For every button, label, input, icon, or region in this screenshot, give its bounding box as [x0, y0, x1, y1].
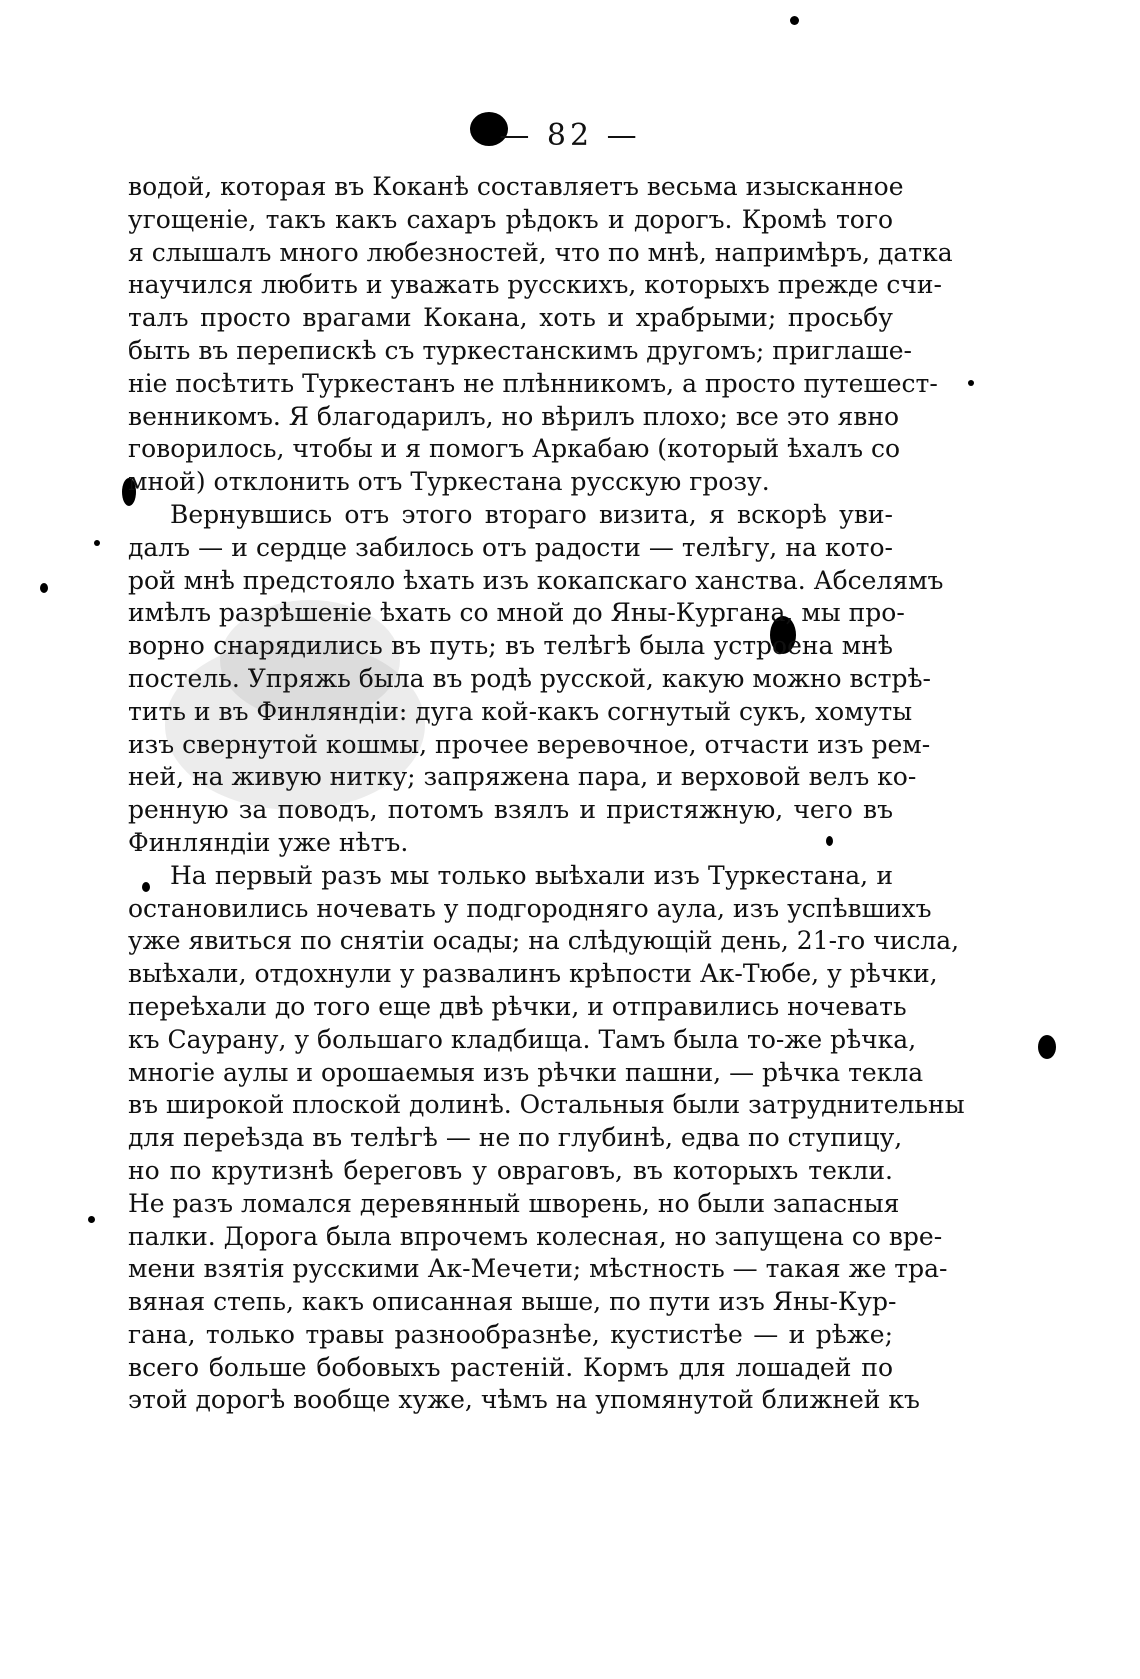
- ink-blot: [790, 16, 799, 25]
- ink-blot: [40, 583, 48, 593]
- text-line: уже явиться по снятіи осады; на слѣдующій день, 21-го числа,: [128, 926, 960, 956]
- text-line: выѣхали, отдохнули у развалинъ крѣпости Ак-Тюбе, у рѣчки,: [128, 959, 938, 989]
- text-line: ней, на живую нитку; запряжена пара, и верховой велъ ко-: [128, 762, 917, 792]
- text-line: тить и въ Финляндіи: дуга кой-какъ согнутый сукъ, хомуты: [128, 696, 913, 726]
- text-line: ворно снарядились въ путь; въ телѣгѣ была устроена мнѣ: [128, 631, 893, 661]
- text-line: говорилось, чтобы и я помогъ Аркабаю (который ѣхалъ со: [128, 434, 900, 464]
- text-line: вяная степь, какъ описанная выше, по пути изъ Яны-Кур-: [128, 1287, 897, 1317]
- text-line: рой мнѣ предстояло ѣхать изъ кокапскаго ханства. Абселямъ: [128, 565, 944, 595]
- text-line: я слышалъ много любезностей, что по мнѣ, напримѣръ, датка: [128, 237, 953, 267]
- text-line: Не разъ ломался деревянный шворень, но были запасныя: [128, 1188, 900, 1218]
- text-line: этой дорогѣ вообще хуже, чѣмъ на упомянутой ближней къ: [128, 1385, 920, 1415]
- text-line: научился любить и уважать русскихъ, которыхъ прежде счи-: [128, 270, 942, 300]
- ink-blot: [94, 540, 100, 546]
- text-line: для переѣзда въ телѣгѣ — не по глубинѣ, едва по ступицу,: [128, 1123, 903, 1153]
- text-line: остановились ночевать у подгородняго аула, изъ успѣвшихъ: [128, 893, 932, 923]
- text-line: постель. Упряжь была въ родѣ русской, какую можно встрѣ-: [128, 663, 931, 693]
- text-line: палки. Дорога была впрочемъ колесная, но запущена со вре-: [128, 1221, 943, 1251]
- text-line: въ широкой плоской долинѣ. Остальныя были затруднительны: [128, 1090, 965, 1120]
- text-line: ніе посѣтить Туркестанъ не плѣнникомъ, а просто путешест-: [128, 368, 938, 398]
- text-line: къ Саурану, у большаго кладбища. Тамъ была то-же рѣчка,: [128, 1024, 917, 1054]
- text-line: мени взятія русскими Ак-Мечети; мѣстность — такая же тра-: [128, 1254, 948, 1284]
- text-line: всего больше бобовыхъ растеній. Кормъ для лошадей по: [128, 1352, 893, 1382]
- text-line: венникомъ. Я благодарилъ, но вѣрилъ плохо; все это явно: [128, 401, 900, 431]
- paragraph: [128, 860, 965, 1418]
- text-line: Финляндіи уже нѣтъ.: [128, 827, 409, 857]
- ink-blot: [1038, 1035, 1056, 1059]
- text-line: На первый разъ мы только выѣхали изъ Туркестана, и: [170, 860, 893, 890]
- text-line: ренную за поводъ, потомъ взялъ и пристяжную, чего въ: [128, 795, 893, 825]
- text-line: далъ — и сердце забилось отъ радости — телѣгу, на кото-: [128, 532, 893, 562]
- ink-blot: [88, 1216, 95, 1223]
- page-number: — 82 —: [499, 118, 641, 153]
- paragraph: [128, 171, 953, 499]
- text-line: многіе аулы и орошаемыя изъ рѣчки пашни, — рѣчка текла: [128, 1057, 924, 1087]
- text-line: Вернувшись отъ этого втораго визита, я вскорѣ уви-: [170, 499, 893, 529]
- text-line: гана, только травы разнообразнѣе, кустистѣе — и рѣже;: [128, 1319, 893, 1349]
- text-line: имѣлъ разрѣшеніе ѣхать со мной до Яны-Кургана, мы про-: [128, 598, 905, 628]
- text-line: изъ свернутой кошмы, прочее веревочное, отчасти изъ рем-: [128, 729, 931, 759]
- text-line: мной) отклонить отъ Туркестана русскую грозу.: [128, 467, 770, 497]
- paragraph: [128, 499, 944, 860]
- text-line: угощеніе, такъ какъ сахаръ рѣдокъ и дорогъ. Кромѣ того: [128, 204, 893, 234]
- text-line: водой, которая въ Коканѣ составляетъ весьма изысканное: [128, 172, 904, 201]
- text-line: талъ просто врагами Кокана, хоть и храбрыми; просьбу: [128, 303, 893, 333]
- ink-blot: [968, 380, 974, 386]
- text-line: но по крутизнѣ береговъ у овраговъ, въ которыхъ текли.: [128, 1155, 893, 1185]
- text-line: быть въ перепискѣ съ туркестанскимъ другомъ; приглаше-: [128, 335, 912, 365]
- body-text: [128, 171, 965, 1417]
- text-line: переѣхали до того еще двѣ рѣчки, и отправились ночевать: [128, 991, 907, 1021]
